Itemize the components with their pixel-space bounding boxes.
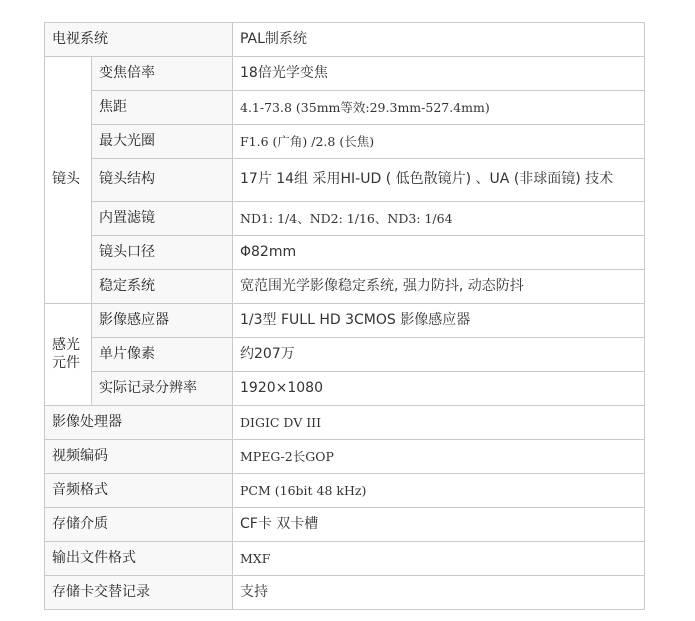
row-label: 焦距 xyxy=(92,91,233,125)
row-label: 输出文件格式 xyxy=(45,542,233,576)
row-label: 视频编码 xyxy=(45,440,233,474)
row-value: 1920×1080 xyxy=(233,372,645,406)
row-value: F1.6 (广角) /2.8 (长焦) xyxy=(233,125,645,159)
row-value: 4.1-73.8 (35mm等效:29.3mm-527.4mm) xyxy=(233,91,645,125)
table-row xyxy=(45,23,645,57)
table-row xyxy=(45,474,645,508)
row-label: 镜头结构 xyxy=(92,159,233,202)
row-label: 音频格式 xyxy=(45,474,233,508)
row-label: 单片像素 xyxy=(92,338,233,372)
table-row xyxy=(45,338,645,372)
table-row xyxy=(45,270,645,304)
row-value: CF卡 双卡槽 xyxy=(233,508,645,542)
row-label: 最大光圈 xyxy=(92,125,233,159)
category-label: 感光元件 xyxy=(45,304,92,406)
row-value: 支持 xyxy=(233,576,645,610)
row-value: 18倍光学变焦 xyxy=(233,57,645,91)
row-value: MPEG-2长GOP xyxy=(233,440,645,474)
table-row xyxy=(45,406,645,440)
table-row xyxy=(45,576,645,610)
row-label: 稳定系统 xyxy=(92,270,233,304)
table-row xyxy=(45,125,645,159)
table-row xyxy=(45,372,645,406)
row-value: DIGIC DV III xyxy=(233,406,645,440)
row-label: 影像感应器 xyxy=(92,304,233,338)
table-row xyxy=(45,91,645,125)
table-row xyxy=(45,542,645,576)
table-row xyxy=(45,236,645,270)
row-label: 存储介质 xyxy=(45,508,233,542)
row-label: 影像处理器 xyxy=(45,406,233,440)
row-value: 宽范围光学影像稳定系统, 强力防抖, 动态防抖 xyxy=(233,270,645,304)
row-label: 镜头口径 xyxy=(92,236,233,270)
row-label: 内置滤镜 xyxy=(92,202,233,236)
row-value: ND1: 1/4、ND2: 1/16、ND3: 1/64 xyxy=(233,202,645,236)
row-value: PCM (16bit 48 kHz) xyxy=(233,474,645,508)
table-row xyxy=(45,304,645,338)
row-value: 约207万 xyxy=(233,338,645,372)
row-value: MXF xyxy=(233,542,645,576)
row-value: 17片 14组 采用HI-UD ( 低色散镜片) 、UA (非球面镜) 技术 xyxy=(233,159,645,202)
table-row xyxy=(45,440,645,474)
row-label: 存储卡交替记录 xyxy=(45,576,233,610)
row-value: PAL制系统 xyxy=(233,23,645,57)
row-value: Φ82mm xyxy=(233,236,645,270)
spec-table xyxy=(44,22,645,610)
table-row xyxy=(45,202,645,236)
row-value: 1/3型 FULL HD 3CMOS 影像感应器 xyxy=(233,304,645,338)
row-label: 变焦倍率 xyxy=(92,57,233,91)
table-row xyxy=(45,57,645,91)
row-label: 电视系统 xyxy=(45,23,233,57)
table-row xyxy=(45,159,645,202)
category-label: 镜头 xyxy=(45,57,92,304)
row-label: 实际记录分辨率 xyxy=(92,372,233,406)
table-row xyxy=(45,508,645,542)
